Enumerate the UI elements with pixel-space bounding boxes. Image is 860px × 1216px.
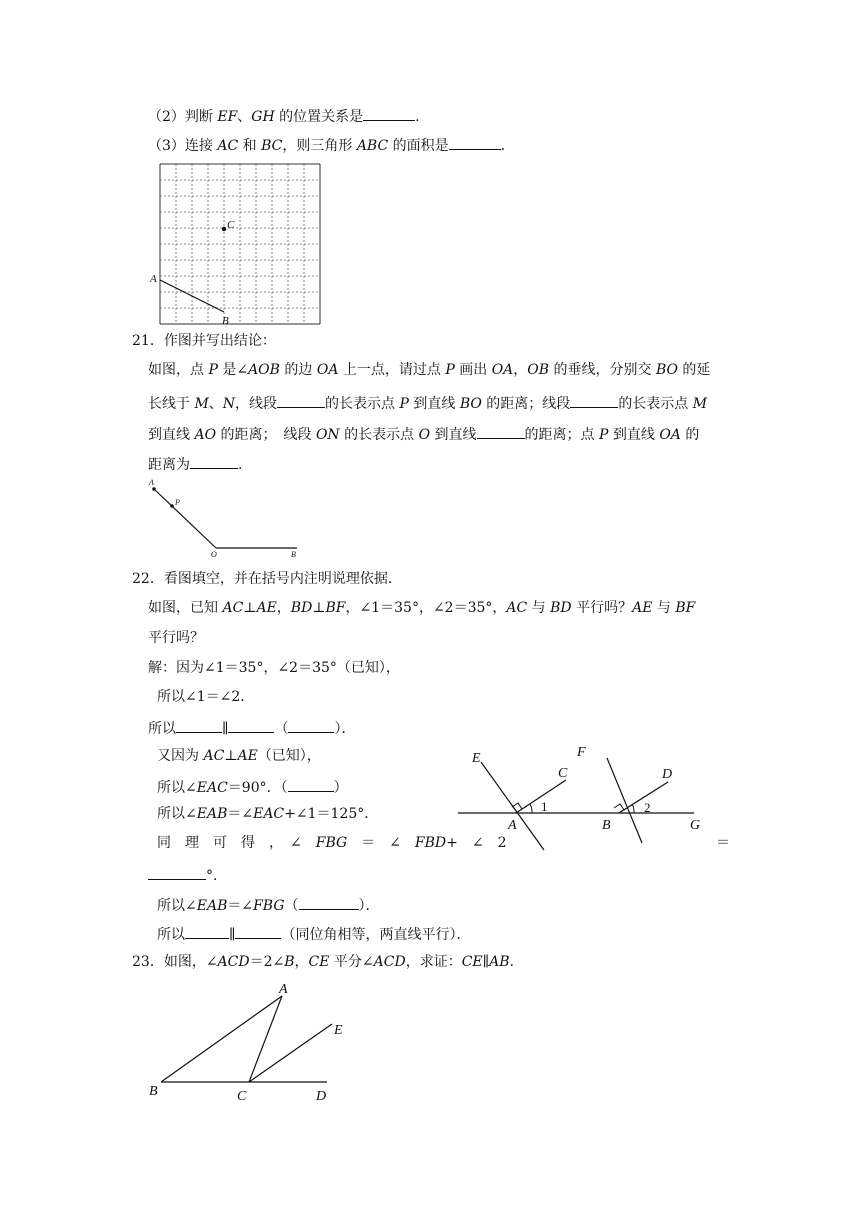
q22-title: 22．看图填空，并在括号内注明说理依据． [132,571,402,587]
var: BD [550,600,572,616]
text: +∠1＝125°． [284,806,379,822]
text: 与 [527,600,551,616]
answer-blank[interactable] [148,863,206,880]
label-b: B [602,818,611,833]
label-a: A [279,982,288,997]
text: （2）判断 [148,109,218,125]
answer-blank[interactable] [288,716,334,733]
text: 画出 [454,362,492,378]
right-angle-b [614,804,624,810]
answer-blank[interactable] [288,775,334,792]
text: 与 [652,600,676,616]
label-2: 2 [644,800,651,815]
var: AOB [248,362,280,378]
text: 的长表示点 [618,396,693,412]
angle-1-arc [530,804,532,813]
text: 同 理 可 得 ， ∠ [157,835,316,851]
text: 所以∠ [157,898,197,914]
var: BC [261,138,283,154]
var: P [445,362,455,378]
var: P [208,362,218,378]
var: FBD [414,835,447,851]
label-a: A [150,273,157,285]
text: 的边 [279,362,317,378]
var: N [222,396,236,412]
var: CE [308,954,330,970]
text: ＝∠ [227,898,254,914]
text: （3）连接 [148,138,218,154]
q22-line5 [148,716,355,739]
text: ＝ ∠ [347,835,415,851]
text: 23．如图，∠ [132,954,218,970]
text: 如图，点 [148,362,209,378]
var: O [418,427,431,443]
var: ON [315,427,340,443]
var: GH [251,109,275,125]
var: AE [256,600,277,616]
var: EAB [196,898,228,914]
answer-blank[interactable] [363,104,415,121]
segment-ac [249,996,282,1082]
q22-line1 [148,598,695,618]
answer-blank[interactable] [176,716,222,733]
text: 如图，已知 [148,600,223,616]
var: EF [217,109,238,125]
text: ， [294,954,309,970]
text: . [500,138,506,154]
q23-triangle-figure [144,976,354,1108]
q22-line3: 解：因为∠1＝35°，∠2＝35°（已知）， [148,660,400,676]
text: 平行吗？ [571,600,633,616]
text: 的长表示点 [339,427,419,443]
text: ＝90°．（ [227,780,288,796]
q22-line7 [157,775,348,798]
point-c [222,227,226,231]
q20-grid-figure [150,158,320,328]
text: ） [333,780,348,796]
ray-oa [154,489,216,548]
label-d: D [316,1089,327,1104]
label-1: 1 [541,799,548,814]
ray-ce [249,1024,332,1082]
var: ACD [217,954,250,970]
var: EAC [253,806,285,822]
q21-line4 [148,452,242,475]
text: . [415,109,420,125]
text: 的距离；线段 [481,396,571,412]
var: EAB [196,806,228,822]
answer-blank[interactable] [185,922,229,939]
text: 的延 [677,362,711,378]
text: ⊥ [224,748,238,764]
text: ，求证： [405,954,462,970]
var: AE [237,748,258,764]
text: （ [274,721,289,737]
var: CE [461,954,483,970]
var: BF [325,600,346,616]
text: ）． [334,721,356,737]
var: OB [527,362,550,378]
text: . [509,954,514,970]
text: 的长表示点 [325,396,400,412]
q22-line10 [148,863,227,886]
var: M [194,396,209,412]
var: FBG [315,835,348,851]
text: ∥ [229,927,236,943]
answer-blank[interactable] [299,893,359,910]
text: 平分∠ [329,954,374,970]
label-c: C [227,219,235,231]
label-c: C [237,1089,247,1104]
var: FBG [253,898,285,914]
segment-ba [161,996,282,1082]
q21-title: 21．作图并写出结论： [132,333,276,349]
line-fb [607,758,642,843]
text: 所以∠ [157,780,197,796]
text: ＝2∠ [249,954,285,970]
q20-part2 [148,104,420,127]
text: . [238,457,243,473]
point-p [170,504,174,508]
q22-parallel-figure [450,740,720,856]
q21-angle-figure [146,478,306,560]
var: AE [632,600,653,616]
line-ea [481,762,544,850]
var: OA [316,362,339,378]
q20-part3 [148,133,505,156]
label-b: B [291,550,296,559]
text: ，则三角形 [282,138,357,154]
text: ＝∠ [227,806,254,822]
answer-blank[interactable] [228,716,274,733]
answer-blank[interactable] [449,133,501,150]
text: ∥ [222,721,229,737]
var: OA [659,427,681,443]
label-f: F [577,745,586,760]
var: AC [203,748,225,764]
text: （ [284,898,299,914]
text: 的距离；点 [524,427,599,443]
text: 到直线 [430,427,477,443]
answer-blank[interactable] [570,391,618,408]
text: 长线于 [148,396,195,412]
label-o: O [211,550,217,559]
text: 到直线 [608,427,660,443]
var: AC [506,600,528,616]
text: 的位置关系是 [274,109,364,125]
text: 和 [238,138,262,154]
text: 到直线 [408,396,460,412]
text: 的垂线，分别交 [549,362,656,378]
label-a: A [149,478,154,487]
text: 所以 [148,721,176,737]
text: （同位角相等，两直线平行）． [281,927,471,943]
text: ∥ [482,954,490,970]
label-d: D [662,767,673,782]
var: AC [217,138,239,154]
var: AC [222,600,244,616]
label-g: G [690,818,701,833]
text: 所以 [157,927,185,943]
var: BF [675,600,696,616]
var: ACD [373,954,406,970]
text: 距离为 [148,457,190,473]
var: M [692,396,708,412]
answer-blank[interactable] [235,922,281,939]
var: OA [491,362,514,378]
text: °． [206,868,227,884]
q22-line4: 所以∠1＝∠2． [157,689,255,705]
text: 的距离； 线段 [216,427,316,443]
label-b: B [222,315,229,327]
grid-lines [160,164,320,324]
text: ）． [358,898,380,914]
answer-blank[interactable] [277,391,325,408]
q21-line2 [148,391,707,414]
var: B [284,954,295,970]
point-a [152,487,156,491]
text: 是∠ [217,362,249,378]
label-c: C [558,766,568,781]
q22-line8 [157,804,378,824]
text: ， [513,362,528,378]
q22-line9-equals: ＝ [716,835,730,851]
text: 又因为 [157,748,204,764]
text: ，∠1＝35°，∠2＝35°， [345,600,507,616]
label-e: E [334,1023,343,1038]
answer-blank[interactable] [190,452,238,469]
q22-line11 [157,893,380,916]
var: BD [290,600,313,616]
text: ⊥ [312,600,326,616]
var: BO [459,396,482,412]
var: P [399,396,409,412]
var: AO [194,427,217,443]
text: （已知）， [257,748,321,764]
text: 的 [680,427,700,443]
q22-line6 [157,746,321,766]
text: ⊥ [243,600,257,616]
var: P [598,427,609,443]
text: 上一点，请过点 [338,362,446,378]
text: 、 [237,109,252,125]
q22-line2: 平行吗？ [148,630,204,646]
text: 到直线 [148,427,195,443]
label-p: P [175,498,180,507]
text: ，线段 [235,396,278,412]
q21-line3 [148,422,699,445]
text: ， [276,600,291,616]
var: AB [489,954,510,970]
var: ABC [356,138,389,154]
var: BO [655,362,678,378]
text: 所以∠ [157,806,197,822]
text: 、 [208,396,223,412]
text: + ∠ 2 [446,835,507,851]
var: EAC [196,780,228,796]
angle-2-arc [632,804,634,813]
q21-line1 [148,360,710,380]
q23-title [132,952,514,972]
label-a: A [508,818,517,833]
answer-blank[interactable] [477,422,525,439]
label-b: B [149,1084,158,1099]
label-e: E [472,751,481,766]
text: 的面积是 [388,138,449,154]
q22-line12 [157,922,470,945]
